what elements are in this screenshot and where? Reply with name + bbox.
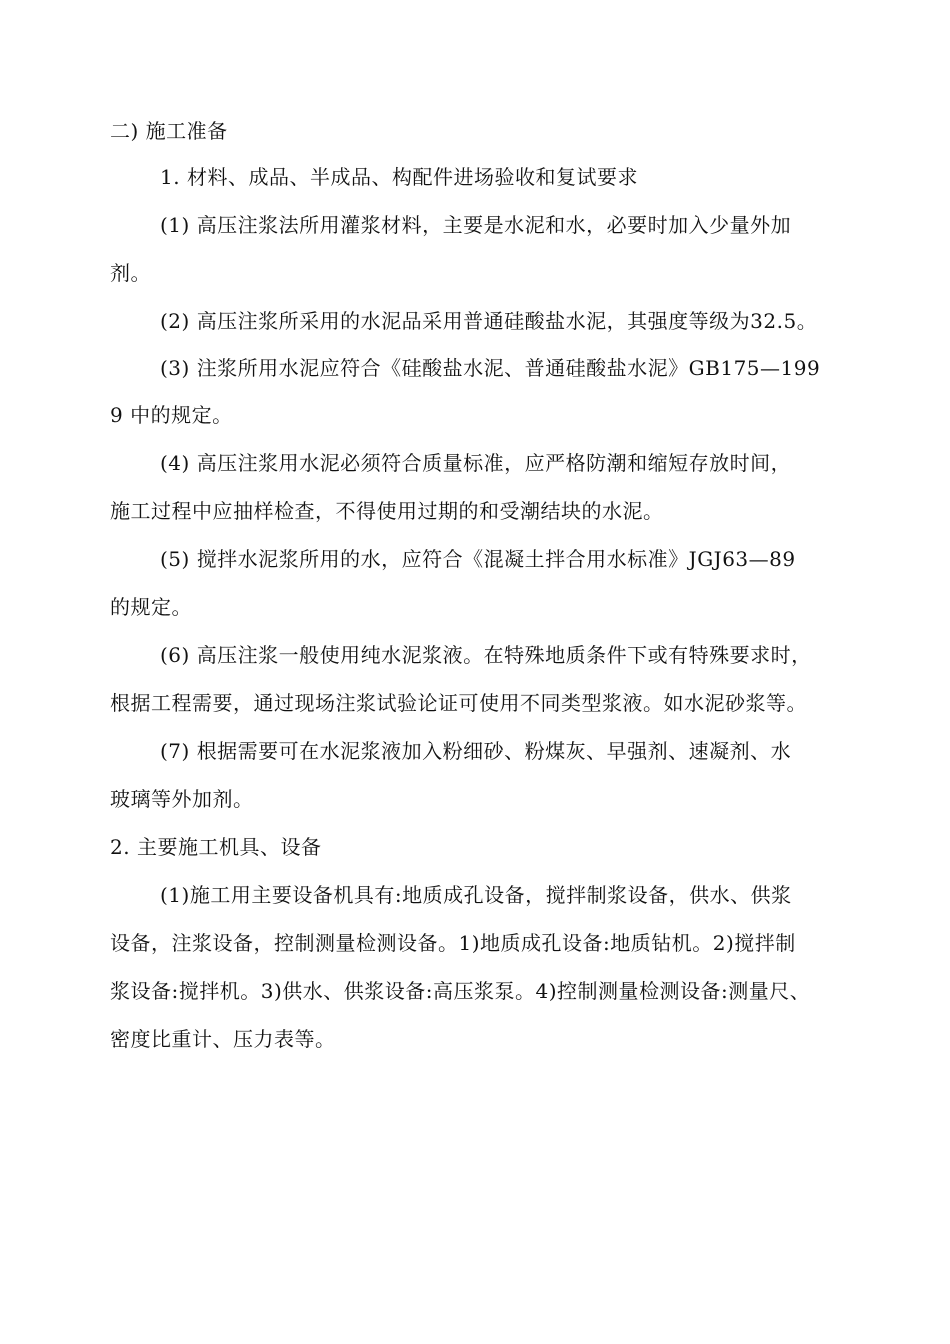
paragraph-7-line-2: 玻璃等外加剂。 bbox=[110, 787, 254, 811]
paragraph-7-line-1: (7) 根据需要可在水泥浆液加入粉细砂、粉煤灰、早强剂、速凝剂、水 bbox=[160, 739, 792, 763]
item-1-heading: 1. 材料、成品、半成品、构配件进场验收和复试要求 bbox=[160, 165, 638, 189]
paragraph-8-line-2: 设备，注浆设备，控制测量检测设备。1)地质成孔设备:地质钻机。2)搅拌制 bbox=[110, 931, 796, 955]
paragraph-4-line-2: 施工过程中应抽样检查，不得使用过期的和受潮结块的水泥。 bbox=[110, 499, 664, 523]
section-heading: 二) 施工准备 bbox=[110, 119, 228, 143]
paragraph-3-line-1: (3) 注浆所用水泥应符合《硅酸盐水泥、普通硅酸盐水泥》GB175—199 bbox=[160, 356, 821, 380]
paragraph-3-line-2: 9 中的规定。 bbox=[110, 403, 233, 427]
paragraph-2-line-1: (2) 高压注浆所采用的水泥品采用普通硅酸盐水泥，其强度等级为32.5。 bbox=[160, 309, 818, 333]
paragraph-8-line-4: 密度比重计、压力表等。 bbox=[110, 1027, 336, 1051]
paragraph-6-line-1: (6) 高压注浆一般使用纯水泥浆液。在特殊地质条件下或有特殊要求时， bbox=[160, 643, 812, 667]
paragraph-1-line-1: (1) 高压注浆法所用灌浆材料，主要是水泥和水，必要时加入少量外加 bbox=[160, 213, 792, 237]
paragraph-4-line-1: (4) 高压注浆用水泥必须符合质量标准，应严格防潮和缩短存放时间， bbox=[160, 451, 792, 475]
paragraph-5-line-1: (5) 搅拌水泥浆所用的水，应符合《混凝土拌合用水标准》JGJ63—89 bbox=[160, 547, 796, 571]
paragraph-8-line-1: (1)施工用主要设备机具有:地质成孔设备，搅拌制浆设备，供水、供浆 bbox=[160, 883, 792, 907]
paragraph-1-line-2: 剂。 bbox=[110, 261, 151, 285]
paragraph-8-line-3: 浆设备:搅拌机。3)供水、供浆设备:高压浆泵。4)控制测量检测设备:测量尺、 bbox=[110, 979, 811, 1003]
item-2-heading: 2. 主要施工机具、设备 bbox=[110, 835, 322, 859]
paragraph-5-line-2: 的规定。 bbox=[110, 595, 192, 619]
paragraph-6-line-2: 根据工程需要，通过现场注浆试验论证可使用不同类型浆液。如水泥砂浆等。 bbox=[110, 691, 807, 715]
